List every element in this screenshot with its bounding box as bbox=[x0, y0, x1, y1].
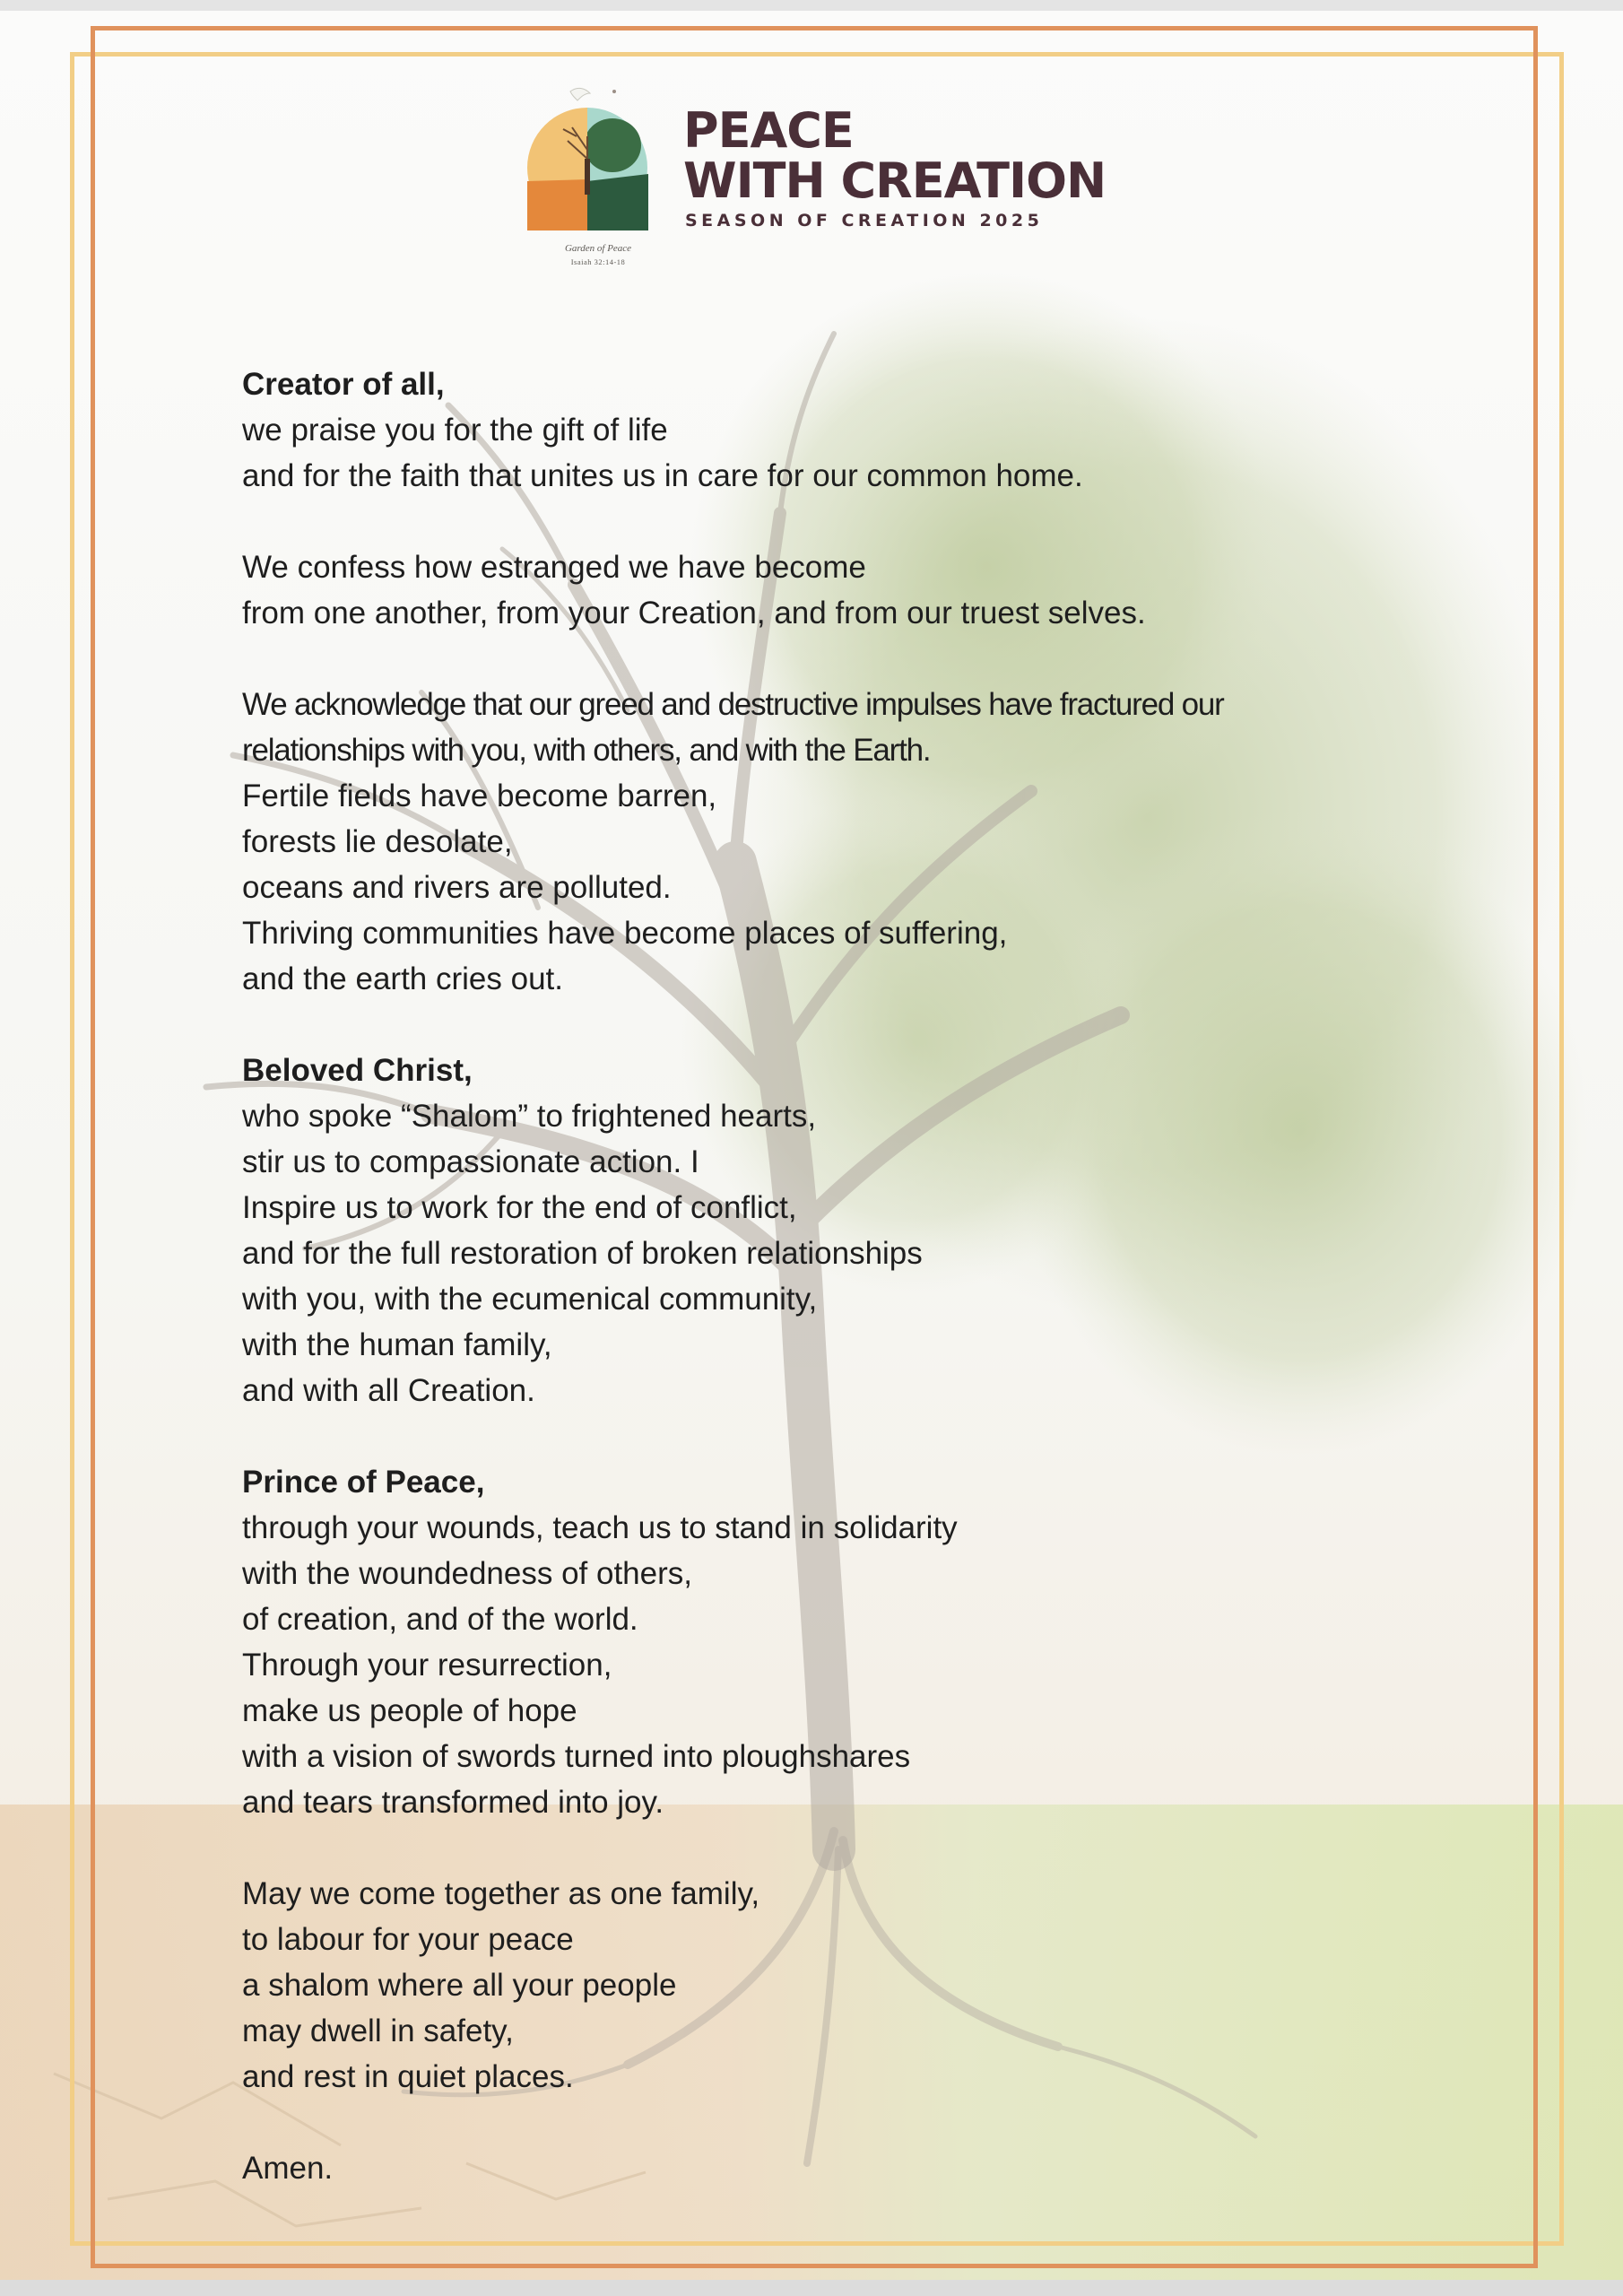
prayer-line: Inspire us to work for the end of conflict, bbox=[242, 1190, 797, 1225]
prayer-stanza bbox=[242, 544, 1408, 636]
prayer-line: and for the full restoration of broken relationships bbox=[242, 1236, 923, 1271]
bottom-edge bbox=[0, 2280, 1623, 2296]
logo-title-line-2: WITH CREATION bbox=[683, 152, 1107, 209]
prayer-line: We acknowledge that our greed and destructive impulses have fractured our bbox=[242, 687, 1224, 722]
prayer-line: may dwell in safety, bbox=[242, 2013, 514, 2048]
season-of-creation-logo bbox=[527, 74, 1107, 284]
prayer-text bbox=[242, 361, 1408, 2237]
prayer-line: relationships with you, with others, and with the Earth. bbox=[242, 733, 931, 768]
logo-title-line-1: PEACE bbox=[683, 102, 854, 159]
logo-caption bbox=[527, 242, 669, 269]
prayer-line: with a vision of swords turned into ploughshares bbox=[242, 1739, 911, 1774]
prayer-line: Amen. bbox=[242, 2151, 334, 2186]
prayer-line: make us people of hope bbox=[242, 1693, 577, 1728]
prayer-stanza bbox=[242, 2145, 1408, 2191]
logo-subtitle: SEASON OF CREATION 2025 bbox=[685, 211, 1044, 230]
logo-caption-title: Garden of Peace bbox=[564, 243, 632, 254]
prayer-line: from one another, from your Creation, and from our truest selves. bbox=[242, 596, 1146, 631]
prayer-stanza bbox=[242, 682, 1408, 1002]
stanza-heading: Prince of Peace, bbox=[242, 1465, 485, 1500]
prayer-line: and for the faith that unites us in care for our common home. bbox=[242, 458, 1083, 493]
prayer-line: and tears transformed into joy. bbox=[242, 1785, 664, 1820]
prayer-line: Fertile fields have become barren, bbox=[242, 778, 717, 813]
prayer-line: with the woundedness of others, bbox=[242, 1556, 692, 1591]
prayer-line: with you, with the ecumenical community, bbox=[242, 1282, 818, 1317]
prayer-line: of creation, and of the world. bbox=[242, 1602, 638, 1637]
prayer-line: with the human family, bbox=[242, 1327, 552, 1362]
stanza-heading: Beloved Christ, bbox=[242, 1053, 473, 1088]
prayer-line: to labour for your peace bbox=[242, 1922, 574, 1957]
prayer-line: Through your resurrection, bbox=[242, 1648, 612, 1683]
stanza-heading: Creator of all, bbox=[242, 367, 445, 402]
prayer-stanza bbox=[242, 361, 1408, 499]
prayer-line: Thriving communities have become places of suffering, bbox=[242, 916, 1008, 951]
prayer-line: who spoke “Shalom” to frightened hearts, bbox=[242, 1099, 817, 1134]
prayer-stanza bbox=[242, 1048, 1408, 1413]
prayer-line: We confess how estranged we have become bbox=[242, 550, 866, 585]
prayer-page bbox=[0, 11, 1623, 2280]
prayer-stanza bbox=[242, 1871, 1408, 2100]
prayer-line: a shalom where all your people bbox=[242, 1968, 677, 2003]
prayer-line: stir us to compassionate action. I bbox=[242, 1144, 699, 1179]
prayer-line: we praise you for the gift of life bbox=[242, 413, 668, 448]
prayer-line: May we come together as one family, bbox=[242, 1876, 760, 1911]
logo-title bbox=[683, 102, 1107, 209]
logo-caption-reference: Isaiah 32:14-18 bbox=[570, 257, 626, 266]
prayer-line: and rest in quiet places. bbox=[242, 2059, 574, 2094]
prayer-line: and the earth cries out. bbox=[242, 961, 563, 996]
prayer-line: oceans and rivers are polluted. bbox=[242, 870, 672, 905]
prayer-line: forests lie desolate, bbox=[242, 824, 513, 859]
prayer-stanza bbox=[242, 1459, 1408, 1825]
prayer-line: and with all Creation. bbox=[242, 1373, 535, 1408]
tree-dove-emblem-icon bbox=[527, 74, 648, 235]
prayer-line: through your wounds, teach us to stand in solidarity bbox=[242, 1510, 958, 1545]
